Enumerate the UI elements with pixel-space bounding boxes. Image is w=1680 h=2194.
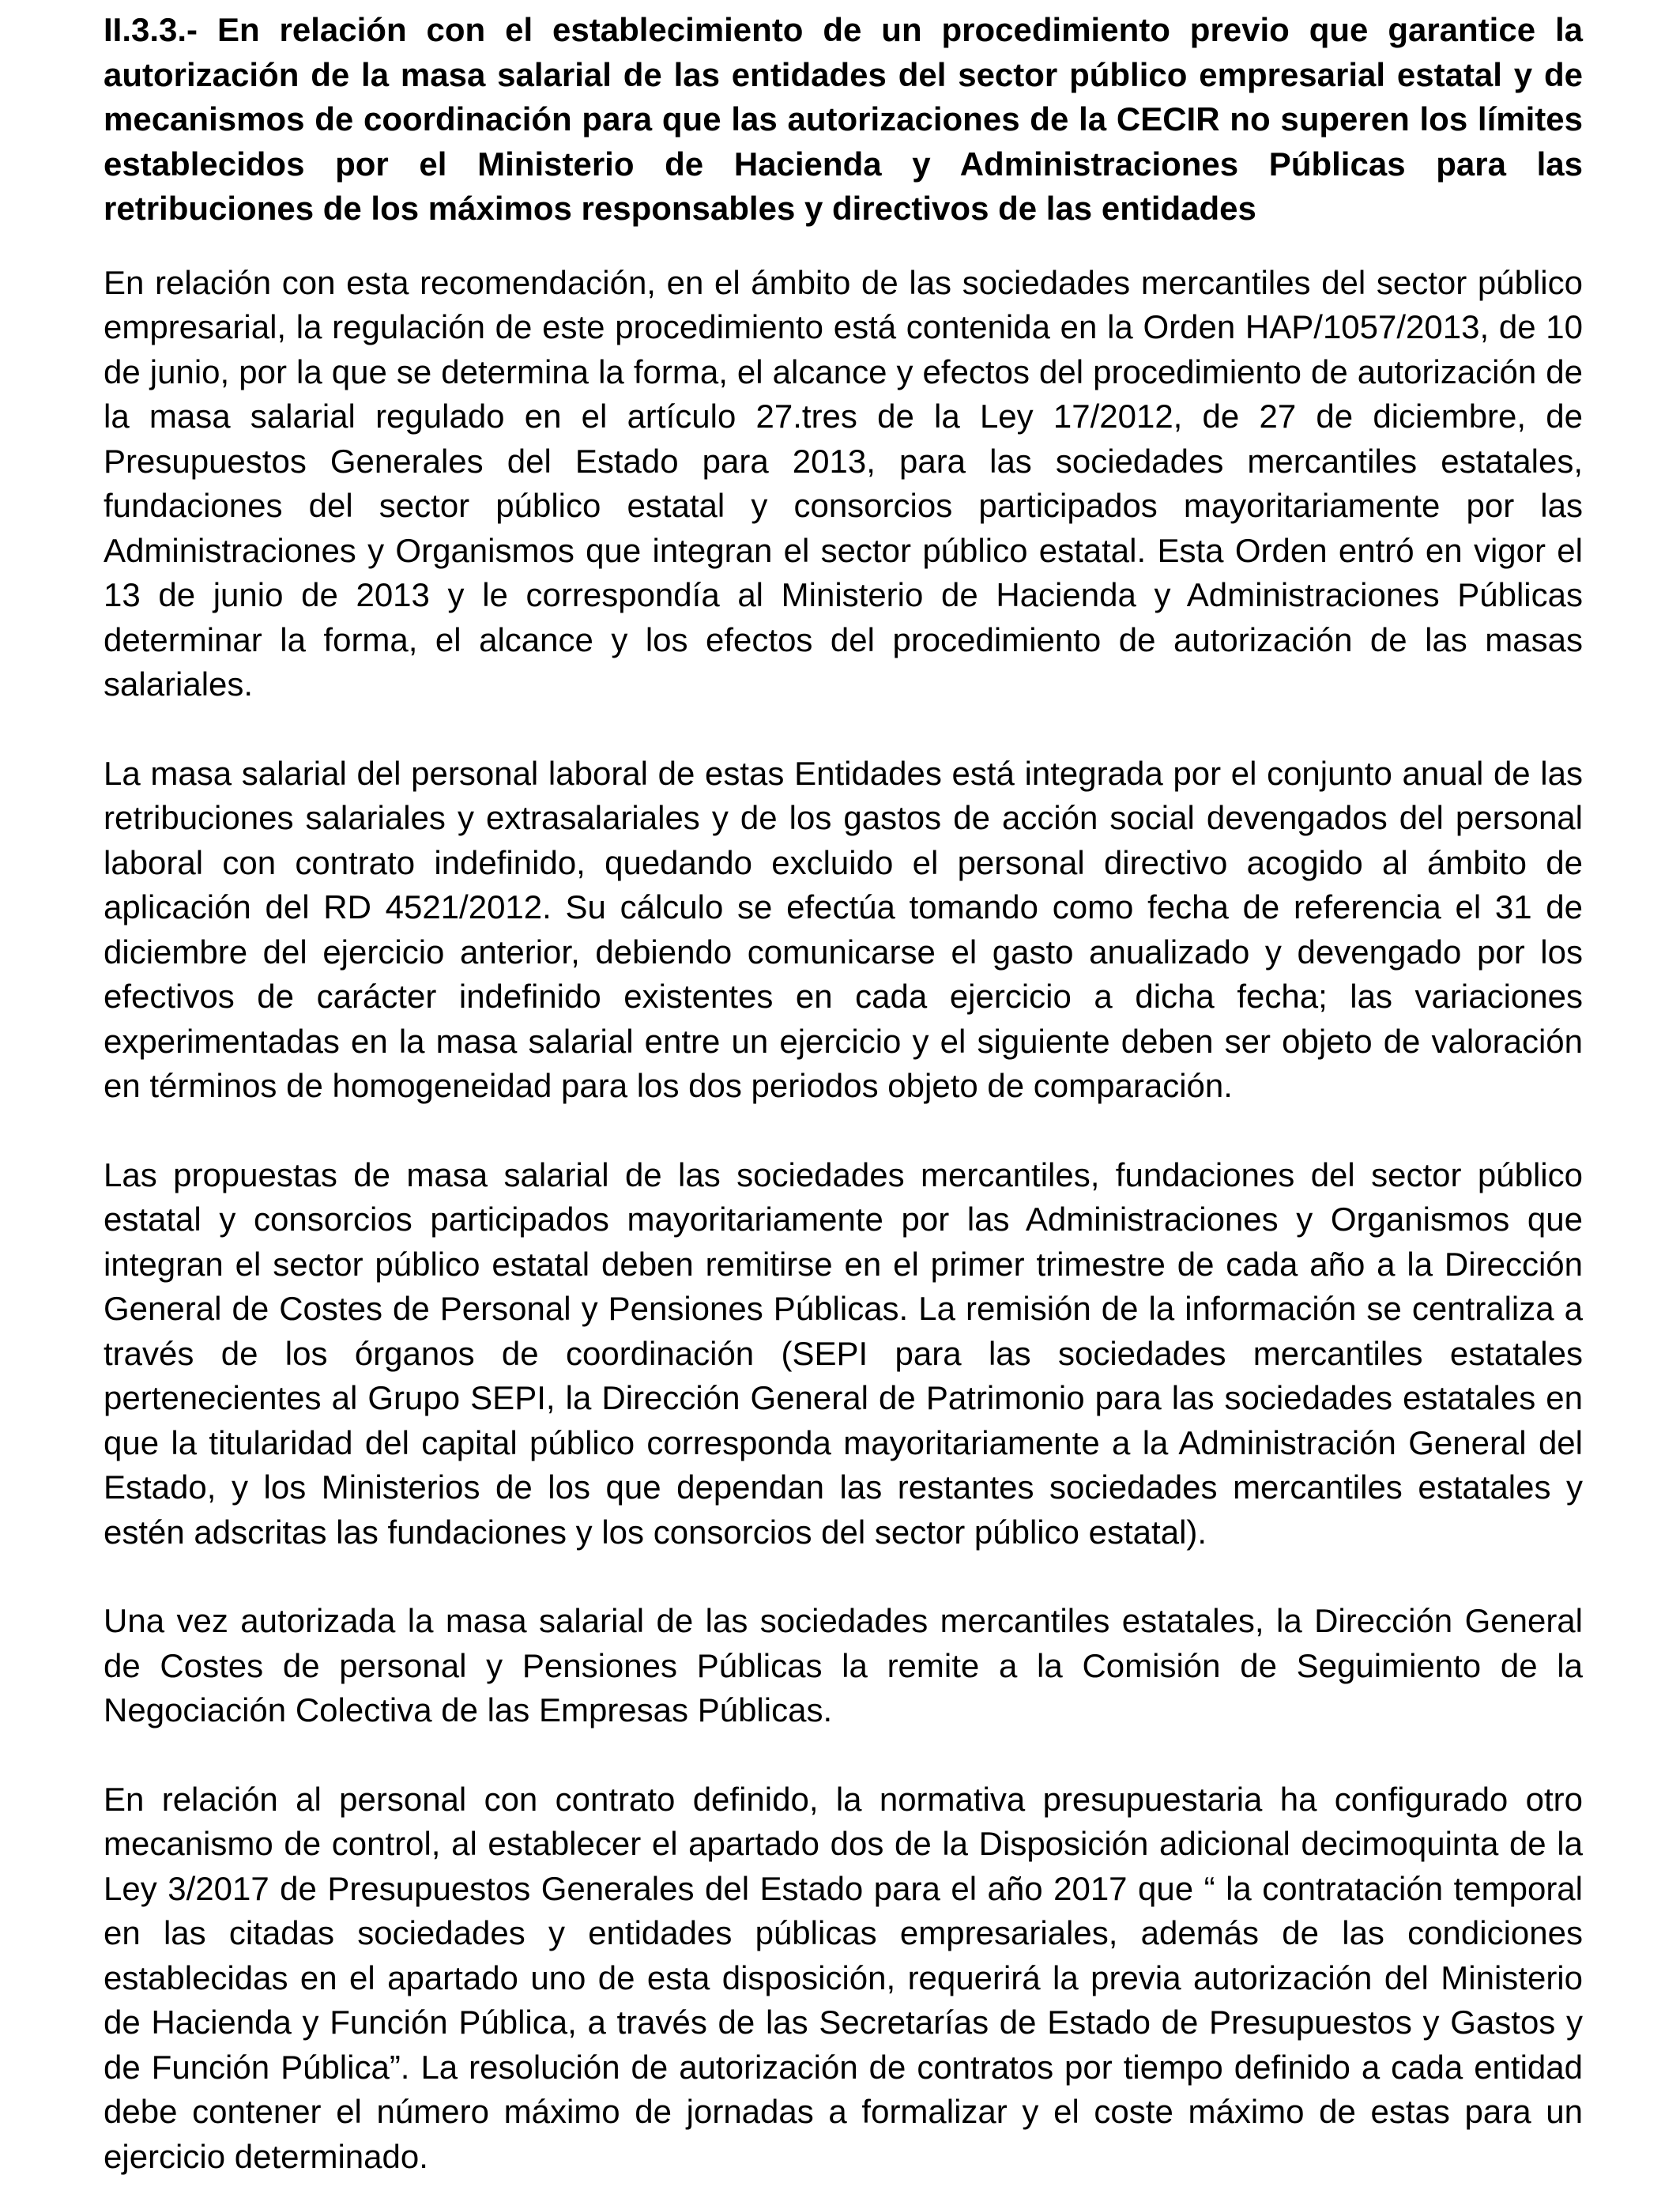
section-heading: II.3.3.- En relación con el establecimiento de un procedimiento previo que garantice la autorización de la masa salarial de las entidades del sector público empresarial estatal y de mecanismos de coordinación para que las autorizaciones de la CECIR no superen los límites establecidos por el Ministerio de Hacienda y Administraciones Públicas para las retribuciones de los máximos responsables y directivos de las entidades: [104, 11, 1583, 227]
paragraph-1: En relación con esta recomendación, en el ámbito de las sociedades mercantiles del sector público empresarial, la regulación de este procedimiento está contenida en la Orden HAP/1057/2013, de 10 de junio, por la que se determina la forma, el alcance y efectos del procedimiento de autorización de la masa salarial regulado en el artículo 27.tres de la Ley 17/2012, de 27 de diciembre, de Presupuestos Generales del Estado para 2013, para las sociedades mercantiles estatales, fundaciones del sector público estatal y consorcios participados mayoritariamente por las Administraciones y Organismos que integran el sector público estatal. Esta Orden entró en vigor el 13 de junio de 2013 y le correspondía al Ministerio de Hacienda y Administraciones Públicas determinar la forma, el alcance y los efectos del procedimiento de autorización de las masas salariales.: [104, 263, 1583, 703]
paragraph-3: Las propuestas de masa salarial de las sociedades mercantiles, fundaciones del sector público estatal y consorcios participados mayoritariamente por las Administraciones y Organismos que integran el sector público estatal deben remitirse en el primer trimestre de cada año a la Dirección General de Costes de Personal y Pensiones Públicas. La remisión de la información se centraliza a través de los órganos de coordinación (SEPI para las sociedades mercantiles estatales pertenecientes al Grupo SEPI, la Dirección General de Patrimonio para las sociedades estatales en que la titularidad del capital público corresponda mayoritariamente a la Administración General del Estado, y los Ministerios de los que dependan las restantes sociedades mercantiles estatales y estén adscritas las fundaciones y los consorcios del sector público estatal).: [104, 1155, 1583, 1551]
paragraph-5: En relación al personal con contrato definido, la normativa presupuestaria ha configurado otro mecanismo de control, al establecer el apartado dos de la Disposición adicional decimoquinta de la Ley 3/2017 de Presupuestos Generales del Estado para el año 2017 que “ la contratación temporal en las citadas sociedades y entidades públicas empresariales, además de las condiciones establecidas en el apartado uno de esta disposición, requerirá la previa autorización del Ministerio de Hacienda y Función Pública, a través de las Secretarías de Estado de Presupuestos y Gastos y de Función Pública”. La resolución de autorización de contratos por tiempo definido a cada entidad debe contener el número máximo de jornadas a formalizar y el coste máximo de estas para un ejercicio determinado.: [104, 1780, 1583, 2175]
paragraph-4: Una vez autorizada la masa salarial de las sociedades mercantiles estatales, la Dirección General de Costes de personal y Pensiones Públicas la remite a la Comisión de Seguimiento de la Negociación Colectiva de las Empresas Públicas.: [104, 1602, 1583, 1728]
document-page: [104, 8, 1583, 2179]
paragraph-2: La masa salarial del personal laboral de estas Entidades está integrada por el conjunto anual de las retribuciones salariales y extrasalariales y de los gastos de acción social devengados del personal laboral con contrato indefinido, quedando excluido el personal directivo acogido al ámbito de aplicación del RD 4521/2012. Su cálculo se efectúa tomando como fecha de referencia el 31 de diciembre del ejercicio anterior, debiendo comunicarse el gasto anualizado y devengado por los efectivos de carácter indefinido existentes en cada ejercicio a dicha fecha; las variaciones experimentadas en la masa salarial entre un ejercicio y el siguiente deben ser objeto de valoración en términos de homogeneidad para los dos periodos objeto de comparación.: [104, 754, 1583, 1104]
